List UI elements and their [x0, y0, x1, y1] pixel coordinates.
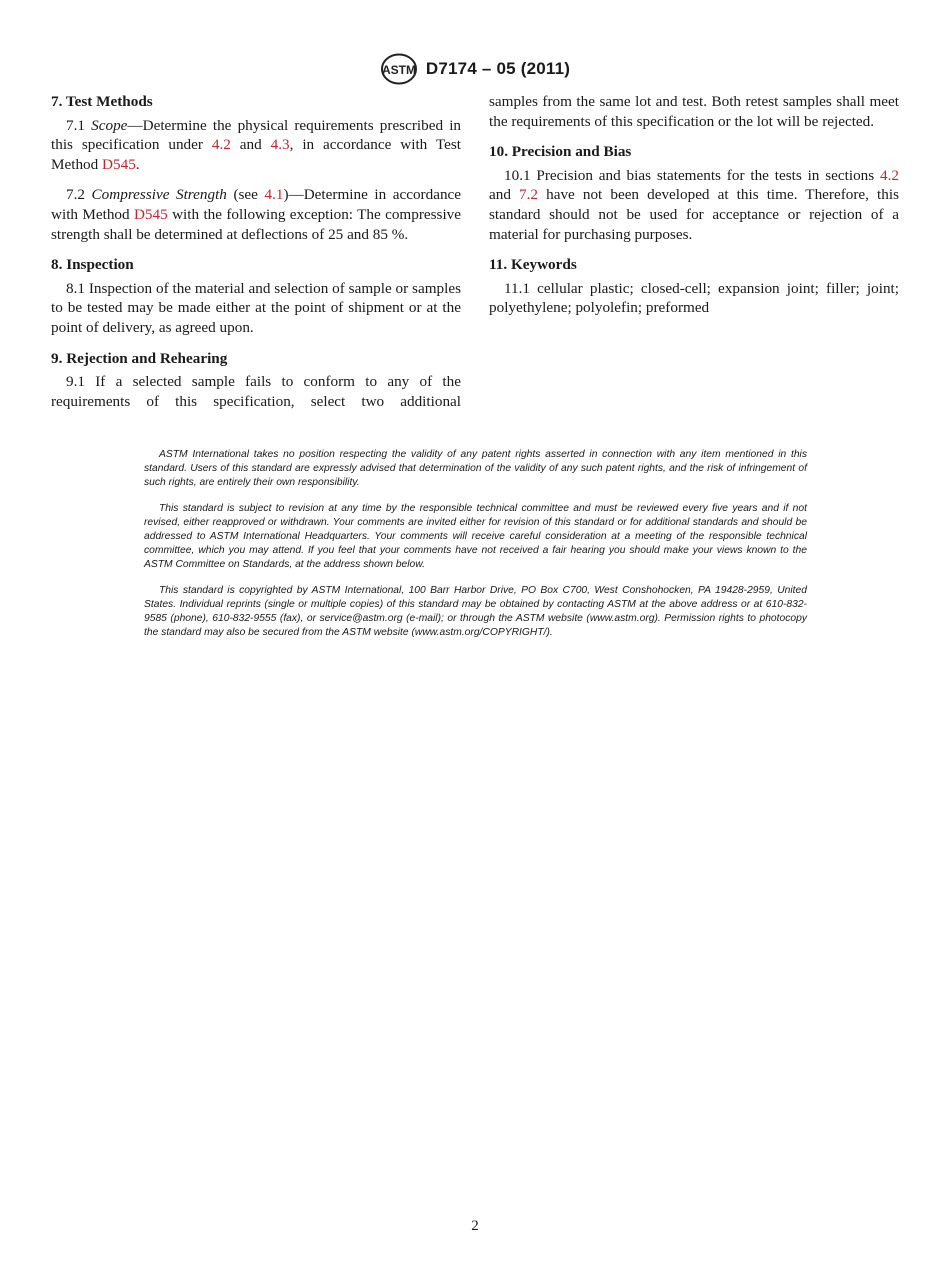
astm-logo-icon — [380, 53, 418, 85]
paragraph-7-2: 7.2 Compressive Strength (see 4.1)—Determine in accordance with Method D545 with the following exception: The compressive strength shall be determined at deflections of 25 and 85 %. — [51, 186, 462, 243]
compressive-strength-term: Compressive Strength — [91, 186, 227, 204]
ref-link-7-2[interactable]: 7.2 — [519, 186, 539, 204]
ref-link-4-3[interactable]: 4.3 — [270, 136, 290, 154]
paragraph-11-1: 11.1 cellular plastic; closed-cell; expansion joint; filler; joint; polyethylene; polyolefin; preformed — [489, 279, 899, 317]
ref-link-4-2[interactable]: 4.2 — [211, 136, 231, 154]
section-9-heading: 9. Rejection and Rehearing — [51, 349, 228, 367]
paragraph-9-1-continued: samples from the same lot and test. Both retest samples shall meet the requirements of this specification or the lot will be rejected. — [489, 93, 899, 130]
document-header — [0, 52, 950, 86]
section-10-heading: 10. Precision and Bias — [489, 143, 632, 161]
page-number: 2 — [471, 1218, 479, 1234]
paragraph-7-1: 7.1 Scope—Determine the physical requirements prescribed in this specification under 4.2 and 4.3, in accordance with Test Method D545. — [51, 116, 462, 173]
section-7-heading: 7. Test Methods — [51, 93, 153, 110]
ref-link-d545[interactable]: D545 — [102, 155, 136, 173]
astm-logo-text: ASTM — [381, 63, 416, 77]
section-8-heading: 8. Inspection — [51, 256, 134, 274]
legal-notices — [144, 448, 807, 653]
paragraph-9-1: 9.1 If a selected sample fails to conform to any of the requirements of this specification, select two additional — [51, 373, 461, 410]
standard-designation: D7174 – 05 (2011) — [425, 59, 571, 78]
ref-link-4-2-b[interactable]: 4.2 — [880, 166, 899, 184]
paragraph-8-1: 8.1 Inspection of the material and selection of sample or samples to be tested may be made either at the point of shipment or at the point of delivery, as agreed upon. — [51, 279, 461, 336]
left-column — [51, 92, 461, 422]
right-column — [489, 92, 899, 329]
revision-notice: This standard is subject to revision at any time by the responsible technical committee and must be reviewed every five years and if not revised, either reapproved or withdrawn. Your comments are invited either for revision of this standard or for additional standards and should be addressed to ASTM International Headquarters. Your comments will receive careful consideration at a meeting of the responsible technical committee, which you may attend. If you feel that your comments have not received a fair hearing you should make your views known to the ASTM Committee on Standards, at the address shown below. — [144, 503, 807, 570]
scope-term: Scope — [91, 116, 128, 134]
section-11-heading: 11. Keywords — [489, 256, 577, 274]
ref-link-d545-2[interactable]: D545 — [133, 205, 168, 223]
ref-link-4-1[interactable]: 4.1 — [264, 186, 284, 204]
paragraph-10-1: 10.1 Precision and bias statements for the tests in sections 4.2 and 7.2 have not been developed at this time. Therefore, this standard should not be used for acceptance or rejection of a material for purchasing purposes. — [489, 166, 899, 243]
copyright-notice: This standard is copyrighted by ASTM International, 100 Barr Harbor Drive, PO Box C700, West Conshohocken, PA 19428-2959, United States. Individual reprints (single or multiple copies) of this standard may be obtained by contacting ASTM at the above address or at 610-832-9585 (phone), 610-832-9555 (fax), or service@astm.org (e-mail); or through the ASTM website (www.astm.org). Permission rights to photocopy the standard may also be secured from the ASTM website (www.astm.org/COPYRIGHT/). — [144, 585, 807, 638]
patent-notice: ASTM International takes no position respecting the validity of any patent rights asserted in connection with any item mentioned in this standard. Users of this standard are expressly advised that determination of the validity of any such patent rights, and the risk of infringement of such rights, are entirely their own responsibility. — [144, 449, 807, 488]
